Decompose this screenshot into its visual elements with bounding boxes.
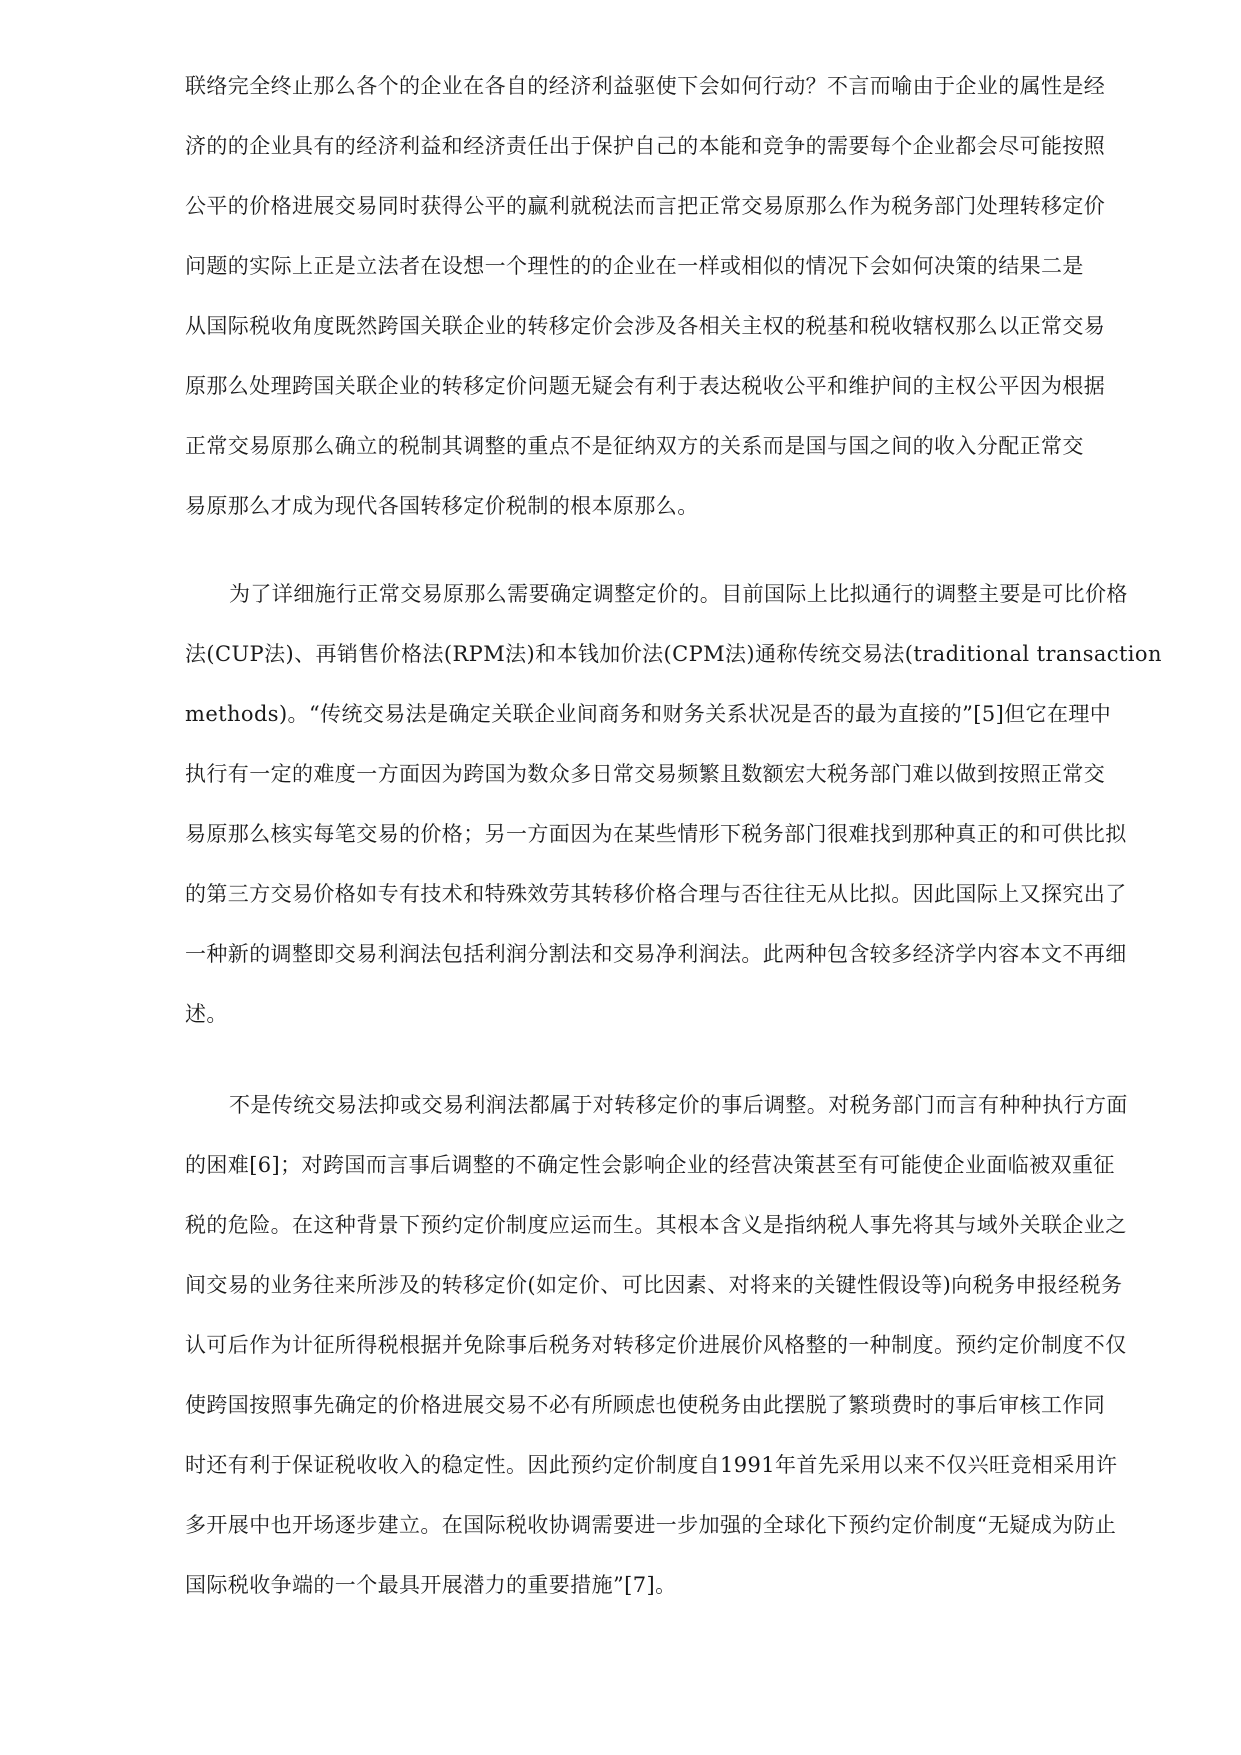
text-line: 从国际税收角度既然跨国关联企业的转移定价会涉及各相关主权的税基和税收辖权那么以正常交易 bbox=[185, 314, 1106, 338]
text-line: 正常交易原那么确立的税制其调整的重点不是征纳双方的关系而是国与国之间的收入分配正常交 bbox=[185, 434, 1084, 458]
text-line: 间交易的业务往来所涉及的转移定价(如定价、可比因素、对将来的关键性假设等)向税务申报经税务 bbox=[185, 1273, 1123, 1297]
text-line: 联络完全终止那么各个的企业在各自的经济利益驱使下会如何行动？不言而喻由于企业的属性是经 bbox=[185, 74, 1106, 98]
text-line: 济的的企业具有的经济利益和经济责任出于保护自己的本能和竞争的需要每个企业都会尽可能按照 bbox=[185, 134, 1106, 158]
text-line: 易原那么才成为现代各国转移定价税制的根本原那么。 bbox=[185, 494, 699, 518]
text-line: methods)。“传统交易法是确定关联企业间商务和财务关系状况是否的最为直接的”[5]但它在理中 bbox=[185, 702, 1112, 726]
text-line: 公平的价格进展交易同时获得公平的赢利就税法而言把正常交易原那么作为税务部门处理转移定价 bbox=[185, 194, 1106, 218]
text-line: 为了详细施行正常交易原那么需要确定调整定价的。目前国际上比拟通行的调整主要是可比价格 bbox=[229, 582, 1128, 606]
text-line: 多开展中也开场逐步建立。在国际税收协调需要进一步加强的全球化下预约定价制度“无疑成为防止 bbox=[185, 1513, 1117, 1537]
text-line: 述。 bbox=[185, 1002, 228, 1026]
paragraph-1 bbox=[185, 56, 1165, 536]
text-line: 国际税收争端的一个最具开展潜力的重要措施”[7]。 bbox=[185, 1573, 677, 1597]
text-line: 使跨国按照事先确定的价格进展交易不必有所顾虑也使税务由此摆脱了繁琐费时的事后审核工作同 bbox=[185, 1393, 1106, 1417]
text-line: 原那么处理跨国关联企业的转移定价问题无疑会有利于表达税收公平和维护间的主权公平因为根据 bbox=[185, 374, 1106, 398]
text-line: 一种新的调整即交易利润法包括利润分割法和交易净利润法。此两种包含较多经济学内容本文不再细 bbox=[185, 942, 1127, 966]
text-line: 执行有一定的难度一方面因为跨国为数众多日常交易频繁且数额宏大税务部门难以做到按照正常交 bbox=[185, 762, 1106, 786]
text-line: 法(CUP法)、再销售价格法(RPM法)和本钱加价法(CPM法)通称传统交易法(traditional transaction bbox=[185, 642, 1162, 666]
text-line: 不是传统交易法抑或交易利润法都属于对转移定价的事后调整。对税务部门而言有种种执行方面 bbox=[229, 1093, 1128, 1117]
text-line: 认可后作为计征所得税根据并免除事后税务对转移定价进展价风格整的一种制度。预约定价制度不仅 bbox=[185, 1333, 1127, 1357]
text-line: 时还有利于保证税收收入的稳定性。因此预约定价制度自1991年首先采用以来不仅兴旺竞相采用许 bbox=[185, 1453, 1118, 1477]
text-line: 的困难[6]；对跨国而言事后调整的不确定性会影响企业的经营决策甚至有可能使企业面临被双重征 bbox=[185, 1153, 1115, 1177]
text-line: 税的危险。在这种背景下预约定价制度应运而生。其根本含义是指纳税人事先将其与域外关联企业之 bbox=[185, 1213, 1127, 1237]
text-line: 易原那么核实每笔交易的价格；另一方面因为在某些情形下税务部门很难找到那种真正的和可供比拟 bbox=[185, 822, 1127, 846]
text-line: 的第三方交易价格如专有技术和特殊效劳其转移价格合理与否往往无从比拟。因此国际上又探究出了 bbox=[185, 882, 1127, 906]
paragraph-3 bbox=[185, 1075, 1165, 1615]
paragraph-2 bbox=[185, 564, 1165, 1044]
text-line: 问题的实际上正是立法者在设想一个理性的的企业在一样或相似的情况下会如何决策的结果二是 bbox=[185, 254, 1084, 278]
